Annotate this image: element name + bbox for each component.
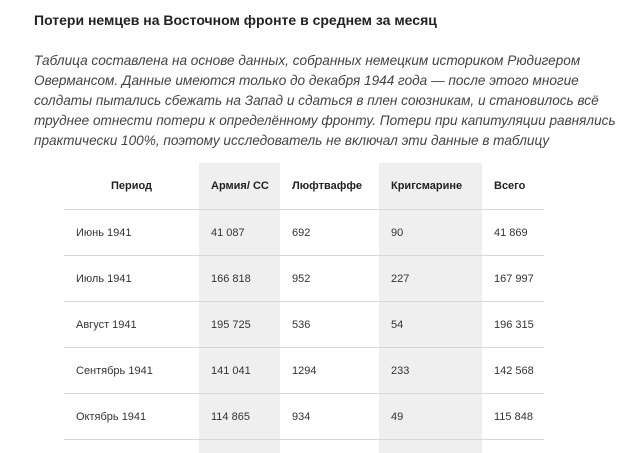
cell-total: 115 848 [482,394,544,440]
cell-navy: 233 [379,348,482,394]
cell-luftwaffe: 692 [280,210,379,256]
cell-luftwaffe: 536 [280,302,379,348]
table-row [64,348,544,394]
header-navy: Кригсмарине [379,163,482,210]
intro-line: Таблица составлена на основе данных, собранных немецким историком Рюдигером [34,53,581,68]
intro-line: практически 100%, поэтому исследователь не включал эти данные в таблицу [34,133,550,148]
cell-total: 142 568 [482,348,544,394]
table-row [64,256,544,302]
table-row [64,394,544,440]
cell-luftwaffe: 1294 [280,348,379,394]
cell-total: 196 315 [482,302,544,348]
cell-army: 195 725 [199,302,280,348]
table-row [64,302,544,348]
cell-army: 114 865 [199,394,280,440]
cell-total: 41 869 [482,210,544,256]
cell-army: 166 818 [199,256,280,302]
cell-navy: 54 [379,302,482,348]
cell-luftwaffe: 934 [280,394,379,440]
losses-table-container [64,163,544,453]
losses-table [64,163,544,440]
cell-army: 41 087 [199,210,280,256]
table-row [64,210,544,256]
header-period: Период [64,163,199,210]
cell-navy: 49 [379,394,482,440]
cell-period: Август 1941 [64,302,199,348]
intro-line: солдаты пытались сбежать на Запад и сдаться в плен союзникам, и становилось всё [34,93,599,108]
intro-line: труднее отнести потери к определённому фронту. Потери при капитуляции равнялись [34,113,616,128]
cell-period: Июнь 1941 [64,210,199,256]
cell-period: Июль 1941 [64,256,199,302]
cell-total: 167 997 [482,256,544,302]
cell-luftwaffe: 952 [280,256,379,302]
table-header-row [64,163,544,210]
header-total: Всего [482,163,544,210]
cell-period: Сентябрь 1941 [64,348,199,394]
cell-period: Октябрь 1941 [64,394,199,440]
cell-navy: 90 [379,210,482,256]
cell-navy: 227 [379,256,482,302]
intro-line: Овермансом. Данные имеются только до декабря 1944 года — после этого многие [34,73,579,88]
cell-army: 141 041 [199,348,280,394]
intro-paragraph [34,51,616,151]
header-luftwaffe: Люфтваффе [280,163,379,210]
article-title: Потери немцев на Восточном фронте в среднем за месяц [34,12,437,28]
header-army: Армия/ СС [199,163,280,210]
